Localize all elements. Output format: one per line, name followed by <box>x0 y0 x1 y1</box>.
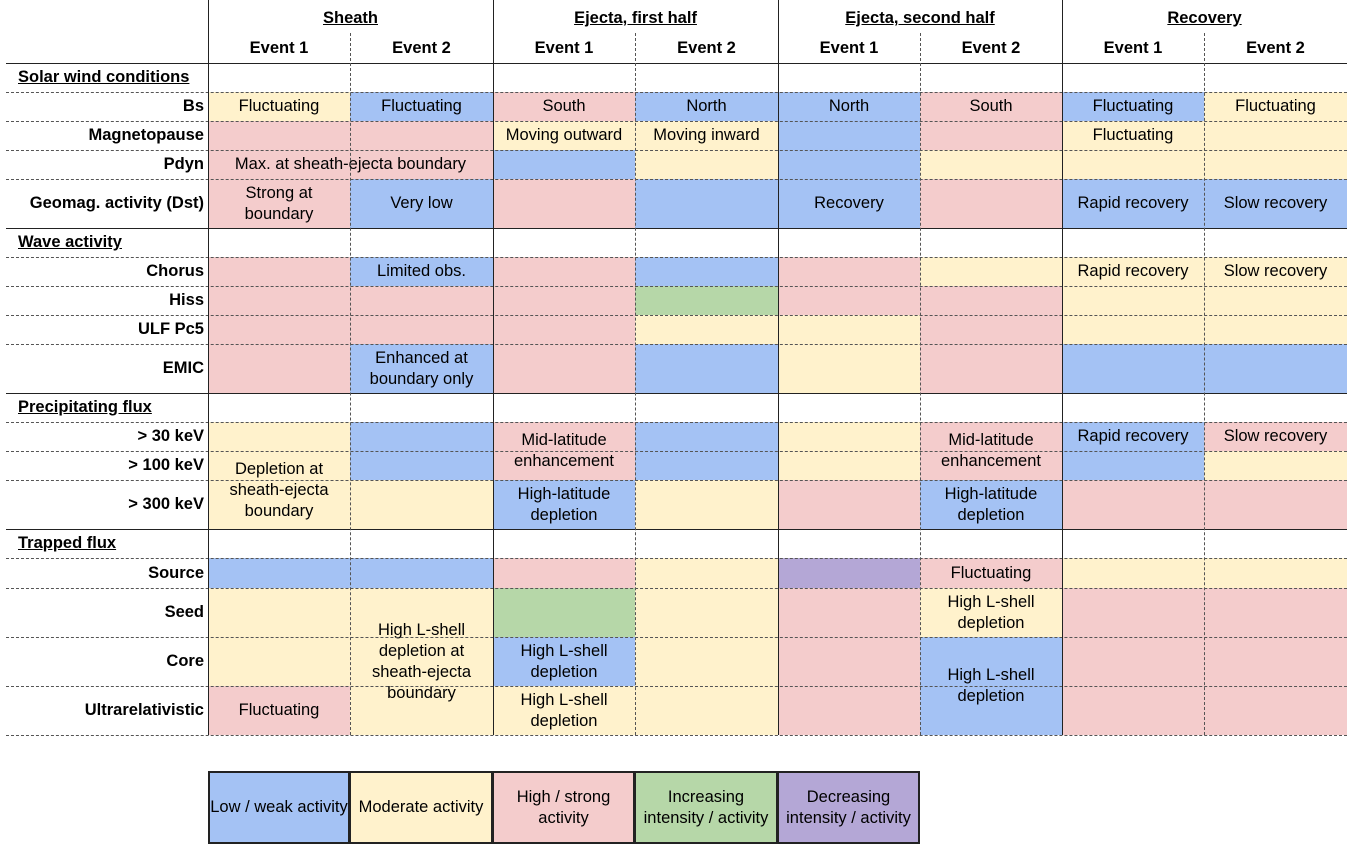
table-cell <box>208 637 350 686</box>
table-cell <box>635 150 778 179</box>
table-cell <box>778 588 920 637</box>
section-title: Trapped flux <box>18 534 117 552</box>
table-cell <box>493 150 635 179</box>
table-cell: Mid-latitude enhancement <box>920 422 1062 480</box>
legend-item: Increasing intensity / activity <box>634 771 778 844</box>
table-cell <box>778 344 920 393</box>
table-cell <box>208 257 350 286</box>
table-cell <box>920 315 1062 344</box>
table-cell: Strong at boundary <box>208 179 350 228</box>
legend-item: Moderate activity <box>349 771 493 844</box>
table-cell <box>1204 558 1347 588</box>
table-cell <box>635 315 778 344</box>
table-cell <box>635 179 778 228</box>
section-title: Solar wind conditions <box>18 68 190 86</box>
table-cell <box>208 422 350 451</box>
row-label: Core <box>166 652 204 670</box>
event-column-header: Event 2 <box>677 38 736 57</box>
table-cell: Max. at sheath-ejecta boundary <box>208 150 493 179</box>
table-cell <box>1062 637 1204 686</box>
table-cell <box>1062 588 1204 637</box>
table-cell <box>208 121 350 150</box>
table-cell <box>778 480 920 529</box>
column-group-header: Ejecta, first half <box>574 9 697 27</box>
table-cell: North <box>778 92 920 121</box>
table-cell <box>350 286 493 315</box>
table-cell: Slow recovery <box>1204 422 1347 451</box>
table-cell: Rapid recovery <box>1062 179 1204 228</box>
row-label: Geomag. activity (Dst) <box>29 194 204 212</box>
table-cell: Fluctuating <box>1204 92 1347 121</box>
event-column-header: Event 1 <box>249 38 309 57</box>
table-cell <box>1062 451 1204 480</box>
table-cell <box>635 451 778 480</box>
row-label: Ultrarelativistic <box>84 701 204 719</box>
table-cell <box>1204 315 1347 344</box>
table-cell <box>350 480 493 529</box>
table-cell <box>493 179 635 228</box>
legend-item: High / strong activity <box>492 771 635 844</box>
table-cell <box>920 121 1062 150</box>
table-cell: Fluctuating <box>208 686 350 735</box>
table-cell <box>1062 286 1204 315</box>
row-label: Pdyn <box>163 155 204 173</box>
table-cell: South <box>493 92 635 121</box>
table-cell: Mid-latitude enhancement <box>493 422 635 480</box>
table-cell <box>920 179 1062 228</box>
table-cell <box>1204 588 1347 637</box>
table-cell <box>778 637 920 686</box>
table-cell <box>1062 150 1204 179</box>
table-cell <box>778 121 920 150</box>
column-group-header: Recovery <box>1167 9 1242 27</box>
table-cell <box>920 344 1062 393</box>
table-cell <box>778 150 920 179</box>
legend-item: Low / weak activity <box>208 771 350 844</box>
table-cell <box>635 422 778 451</box>
table-cell: Slow recovery <box>1204 257 1347 286</box>
row-label: Bs <box>182 97 204 115</box>
row-label: Hiss <box>169 291 204 309</box>
table-cell <box>1062 344 1204 393</box>
table-cell: Slow recovery <box>1204 179 1347 228</box>
table-cell <box>1062 686 1204 735</box>
table-cell <box>493 315 635 344</box>
section-title: Wave activity <box>18 233 122 251</box>
table-cell <box>350 422 493 451</box>
section-title: Precipitating flux <box>18 398 152 416</box>
event-column-header: Event 1 <box>1103 38 1163 57</box>
table-cell <box>1204 637 1347 686</box>
table-cell: High L-shell depletion <box>920 637 1062 735</box>
legend-item: Decreasing intensity / activity <box>777 771 920 844</box>
table-cell <box>493 286 635 315</box>
table-cell <box>208 344 350 393</box>
table-cell <box>635 286 778 315</box>
table-cell <box>635 257 778 286</box>
table-cell <box>1204 451 1347 480</box>
table-cell: Moving outward <box>493 121 635 150</box>
table-cell: Rapid recovery <box>1062 257 1204 286</box>
table-cell <box>493 344 635 393</box>
row-divider <box>6 735 1347 736</box>
row-label: > 100 keV <box>128 456 204 474</box>
table-cell <box>635 588 778 637</box>
table-cell <box>350 121 493 150</box>
row-label: Seed <box>164 603 204 621</box>
table-cell <box>635 686 778 735</box>
table-cell <box>778 558 920 588</box>
table-cell <box>920 150 1062 179</box>
table-cell <box>350 558 493 588</box>
table-cell <box>1204 150 1347 179</box>
table-cell: Fluctuating <box>350 92 493 121</box>
column-group-header: Ejecta, second half <box>845 9 995 27</box>
table-cell <box>635 558 778 588</box>
table-cell: South <box>920 92 1062 121</box>
table-cell <box>208 588 350 637</box>
table-cell <box>1204 344 1347 393</box>
table-cell <box>493 257 635 286</box>
row-label: EMIC <box>162 359 204 377</box>
row-label: > 300 keV <box>128 495 204 513</box>
table-cell: High L-shell depletion at sheath-ejecta boundary <box>350 588 493 735</box>
table-cell <box>778 451 920 480</box>
table-cell <box>1062 558 1204 588</box>
table-cell <box>920 286 1062 315</box>
table-cell <box>1204 286 1347 315</box>
row-label: Chorus <box>146 262 204 280</box>
table-cell: High-latitude depletion <box>920 480 1062 529</box>
table-cell: Limited obs. <box>350 257 493 286</box>
table-cell <box>1062 315 1204 344</box>
table-cell: Moving inward <box>635 121 778 150</box>
table-cell: High L-shell depletion <box>493 686 635 735</box>
table-cell <box>635 637 778 686</box>
table-cell: Depletion at sheath-ejecta boundary <box>208 451 350 529</box>
table-cell <box>778 286 920 315</box>
event-column-header: Event 1 <box>819 38 879 57</box>
table-cell: Enhanced at boundary only <box>350 344 493 393</box>
event-column-header: Event 2 <box>392 38 451 57</box>
row-label: Magnetopause <box>88 126 204 144</box>
table-cell <box>778 315 920 344</box>
table-cell: Very low <box>350 179 493 228</box>
table-cell <box>635 480 778 529</box>
table-cell <box>1062 480 1204 529</box>
event-column-header: Event 2 <box>961 38 1021 57</box>
table-cell: High L-shell depletion <box>920 588 1062 637</box>
table-cell: Fluctuating <box>208 92 350 121</box>
table-cell: High-latitude depletion <box>493 480 635 529</box>
table-cell <box>208 286 350 315</box>
table-cell: Rapid recovery <box>1062 422 1204 451</box>
table-cell <box>635 344 778 393</box>
table-cell <box>778 422 920 451</box>
table-cell <box>778 686 920 735</box>
table-cell <box>920 257 1062 286</box>
table-cell: High L-shell depletion <box>493 637 635 686</box>
table-cell: Fluctuating <box>920 558 1062 588</box>
event-column-header: Event 2 <box>1246 38 1305 57</box>
table-cell <box>350 451 493 480</box>
table-cell <box>778 257 920 286</box>
table-cell <box>350 315 493 344</box>
table-cell: Fluctuating <box>1062 92 1204 121</box>
table-cell <box>208 315 350 344</box>
table-cell <box>1204 121 1347 150</box>
table-cell <box>1204 480 1347 529</box>
event-column-header: Event 1 <box>534 38 594 57</box>
row-label: Source <box>148 563 204 582</box>
table-cell: North <box>635 92 778 121</box>
column-group-header: Sheath <box>322 9 378 27</box>
table-cell <box>208 558 350 588</box>
table-cell <box>493 588 635 637</box>
table-cell <box>1204 686 1347 735</box>
row-label: ULF Pc5 <box>137 320 204 338</box>
table-cell <box>493 558 635 588</box>
table-cell: Fluctuating <box>1062 121 1204 150</box>
table-cell: Recovery <box>778 179 920 228</box>
row-label: > 30 keV <box>137 427 204 445</box>
